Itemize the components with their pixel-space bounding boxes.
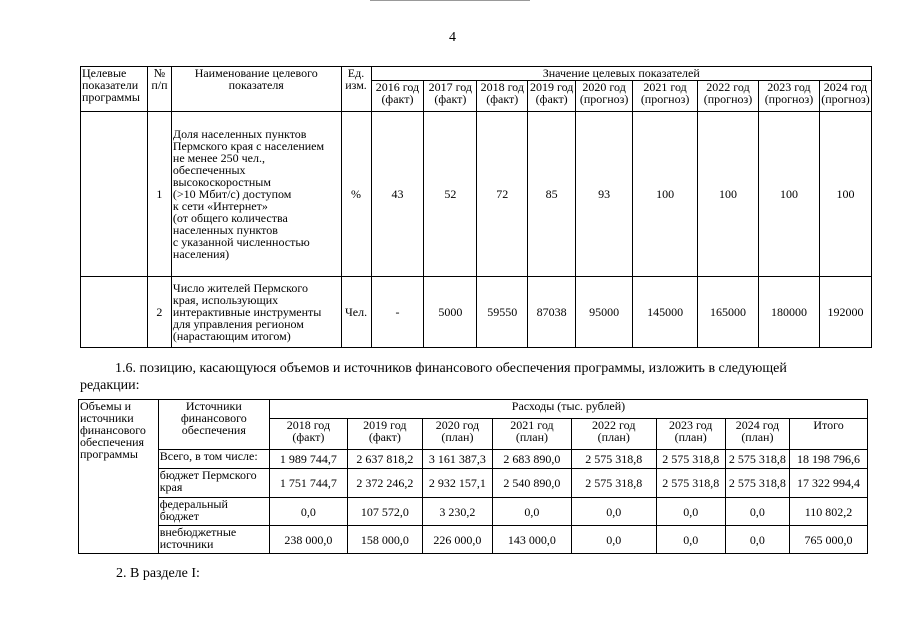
indicator-value: 72 — [477, 112, 528, 277]
expense-value: 110 802,2 — [790, 498, 868, 526]
expense-value: 226 000,0 — [422, 526, 492, 554]
row-number: 2 — [147, 277, 171, 348]
header-indicator-values: Значение целевых показателей — [371, 67, 872, 81]
indicator-name-line: Пермского края с населением — [172, 139, 325, 153]
expense-value: 1 751 744,7 — [269, 469, 347, 498]
indicator-name-line: интерактивные инструменты — [172, 305, 322, 319]
year-kind: (прогноз) — [703, 92, 753, 106]
financing-source: Всего, в том числе: — [158, 450, 269, 469]
target-indicators-table — [80, 66, 872, 348]
year-header — [758, 81, 819, 112]
year-header — [424, 81, 477, 112]
year-header — [422, 419, 492, 450]
expense-value: 2 575 318,8 — [571, 450, 656, 469]
expense-value: 107 572,0 — [347, 498, 422, 526]
indicator-value: 100 — [698, 112, 759, 277]
indicator-name-line: не менее 250 чел., — [172, 151, 265, 165]
year-label: 2022 год — [706, 80, 750, 94]
indicator-value: 145000 — [633, 277, 698, 348]
indicator-name-line: (нарастающим итогом) — [172, 329, 291, 343]
year-label: 2024 год — [823, 80, 868, 94]
year-header — [698, 81, 759, 112]
indicator-value: - — [371, 277, 424, 348]
year-kind: (прогноз) — [640, 92, 690, 106]
year-kind: (план) — [674, 430, 707, 444]
expense-value: 2 575 318,8 — [571, 469, 656, 498]
expense-value: 18 198 796,6 — [790, 450, 868, 469]
year-kind: (прогноз) — [821, 92, 870, 106]
indicator-name — [171, 277, 341, 348]
indicator-value: 100 — [819, 112, 871, 277]
year-label: 2023 год — [767, 80, 811, 94]
paragraph-1-6-line2: редакции: — [80, 378, 140, 393]
indicator-name-line: (>10 Мбит/с) доступом — [172, 187, 292, 201]
expense-value: 2 683 890,0 — [492, 450, 571, 469]
indicator-value: 52 — [424, 112, 477, 277]
empty-cell — [81, 277, 148, 348]
indicator-value: 192000 — [819, 277, 871, 348]
indicator-value: 165000 — [698, 277, 759, 348]
expense-value: 2 372 246,2 — [347, 469, 422, 498]
indicator-name-line: обеспеченных — [172, 163, 246, 177]
year-header — [725, 419, 789, 450]
financing-source: бюджет Пермского края — [158, 469, 269, 498]
header-unit: Ед. изм. — [341, 67, 371, 112]
total-header: Итого — [790, 419, 868, 450]
indicator-value: 59550 — [477, 277, 528, 348]
year-kind: (план) — [441, 430, 474, 444]
header-target-indicators: Целевые показатели программы — [81, 67, 148, 112]
year-kind: (прогноз) — [579, 92, 629, 106]
indicator-name-line: Доля населенных пунктов — [172, 127, 307, 141]
expense-value: 0,0 — [725, 526, 789, 554]
year-header — [477, 81, 528, 112]
year-header — [576, 81, 633, 112]
expense-value: 0,0 — [571, 498, 656, 526]
expense-value: 17 322 994,4 — [790, 469, 868, 498]
indicator-name-line: края, использующих — [172, 293, 279, 307]
indicator-name-line: населения) — [172, 247, 230, 261]
expense-value: 238 000,0 — [269, 526, 347, 554]
indicator-name-line: высокоскоростным — [172, 175, 271, 189]
year-label: 2020 год — [582, 80, 626, 94]
page-number: 4 — [449, 30, 456, 45]
header-expenses: Расходы (тыс. рублей) — [269, 400, 867, 419]
year-label: 2018 год — [480, 80, 524, 94]
unit: % — [341, 112, 371, 277]
year-label: 2021 год — [510, 418, 554, 432]
expense-value: 2 575 318,8 — [656, 450, 725, 469]
indicator-value: 100 — [758, 112, 819, 277]
year-header — [633, 81, 698, 112]
year-kind: (факт) — [486, 92, 519, 106]
expense-value: 2 637 818,2 — [347, 450, 422, 469]
year-header — [656, 419, 725, 450]
expense-value: 0,0 — [656, 526, 725, 554]
expense-value: 0,0 — [571, 526, 656, 554]
paragraph-section-2: 2. В разделе I: — [116, 566, 200, 581]
indicator-name-line: (от общего количества — [172, 211, 288, 225]
expense-value: 2 575 318,8 — [725, 469, 789, 498]
year-header — [528, 81, 576, 112]
year-kind: (факт) — [535, 92, 568, 106]
year-kind: (план) — [741, 430, 774, 444]
year-header — [492, 419, 571, 450]
year-header — [819, 81, 871, 112]
indicator-value: 87038 — [528, 277, 576, 348]
indicator-name-line: для управления регионом — [172, 317, 304, 331]
year-header — [269, 419, 347, 450]
year-label: 2023 год — [669, 418, 713, 432]
year-header — [371, 81, 424, 112]
expense-value: 765 000,0 — [790, 526, 868, 554]
expense-value: 0,0 — [656, 498, 725, 526]
indicator-name-line: с указанной численностью — [172, 235, 310, 249]
row-number: 1 — [147, 112, 171, 277]
year-label: 2016 год — [375, 80, 420, 94]
indicator-value: 5000 — [424, 277, 477, 348]
expense-value: 143 000,0 — [492, 526, 571, 554]
indicator-value: 100 — [633, 112, 698, 277]
paragraph-1-6 — [80, 360, 870, 394]
expense-value: 158 000,0 — [347, 526, 422, 554]
indicator-value: 93 — [576, 112, 633, 277]
year-kind: (план) — [597, 430, 630, 444]
indicator-value: 85 — [528, 112, 576, 277]
year-kind: (факт) — [381, 92, 414, 106]
year-label: 2024 год — [735, 418, 780, 432]
expense-value: 0,0 — [492, 498, 571, 526]
expense-value: 0,0 — [269, 498, 347, 526]
header-financing-sources: Источники финансового обеспечения — [158, 400, 269, 450]
indicator-name-line: Число жителей Пермского — [172, 281, 309, 295]
indicator-value: 95000 — [576, 277, 633, 348]
unit: Чел. — [341, 277, 371, 348]
expense-value: 2 540 890,0 — [492, 469, 571, 498]
year-kind: (прогноз) — [764, 92, 814, 106]
expense-value: 3 161 387,3 — [422, 450, 492, 469]
year-kind: (факт) — [434, 92, 467, 106]
year-label: 2021 год — [643, 80, 687, 94]
empty-cell — [81, 112, 148, 277]
indicator-value: 43 — [371, 112, 424, 277]
year-label: 2019 год — [529, 80, 574, 94]
year-header — [347, 419, 422, 450]
year-header — [571, 419, 656, 450]
year-kind: (факт) — [368, 430, 401, 444]
year-kind: (план) — [515, 430, 548, 444]
expense-value: 2 932 157,1 — [422, 469, 492, 498]
expense-value: 2 575 318,8 — [656, 469, 725, 498]
expense-value: 2 575 318,8 — [725, 450, 789, 469]
year-label: 2017 год — [428, 80, 473, 94]
year-label: 2018 год — [286, 418, 331, 432]
header-indicator-name: Наименование целевого показателя — [171, 67, 341, 112]
year-label: 2022 год — [592, 418, 636, 432]
year-label: 2019 год — [363, 418, 407, 432]
indicator-name-line: к сети «Интернет» — [172, 199, 268, 213]
expense-value: 3 230,2 — [422, 498, 492, 526]
header-financing-volumes: Объемы и источники финансового обеспечения программы — [79, 400, 159, 554]
year-label: 2020 год — [435, 418, 480, 432]
scan-mark — [370, 0, 530, 2]
indicator-name-line: населенных пунктов — [172, 223, 278, 237]
financing-table — [78, 399, 868, 554]
indicator-value: 180000 — [758, 277, 819, 348]
indicator-name — [171, 112, 341, 277]
expense-value: 0,0 — [725, 498, 789, 526]
expense-value: 1 989 744,7 — [269, 450, 347, 469]
year-kind: (факт) — [292, 430, 325, 444]
paragraph-1-6-line1: 1.6. позицию, касающуюся объемов и источников финансового обеспечения программы, изложить в следующей — [115, 361, 787, 376]
financing-source: внебюджетные источники — [158, 526, 269, 554]
header-number: № п/п — [147, 67, 171, 112]
financing-source: федеральный бюджет — [158, 498, 269, 526]
